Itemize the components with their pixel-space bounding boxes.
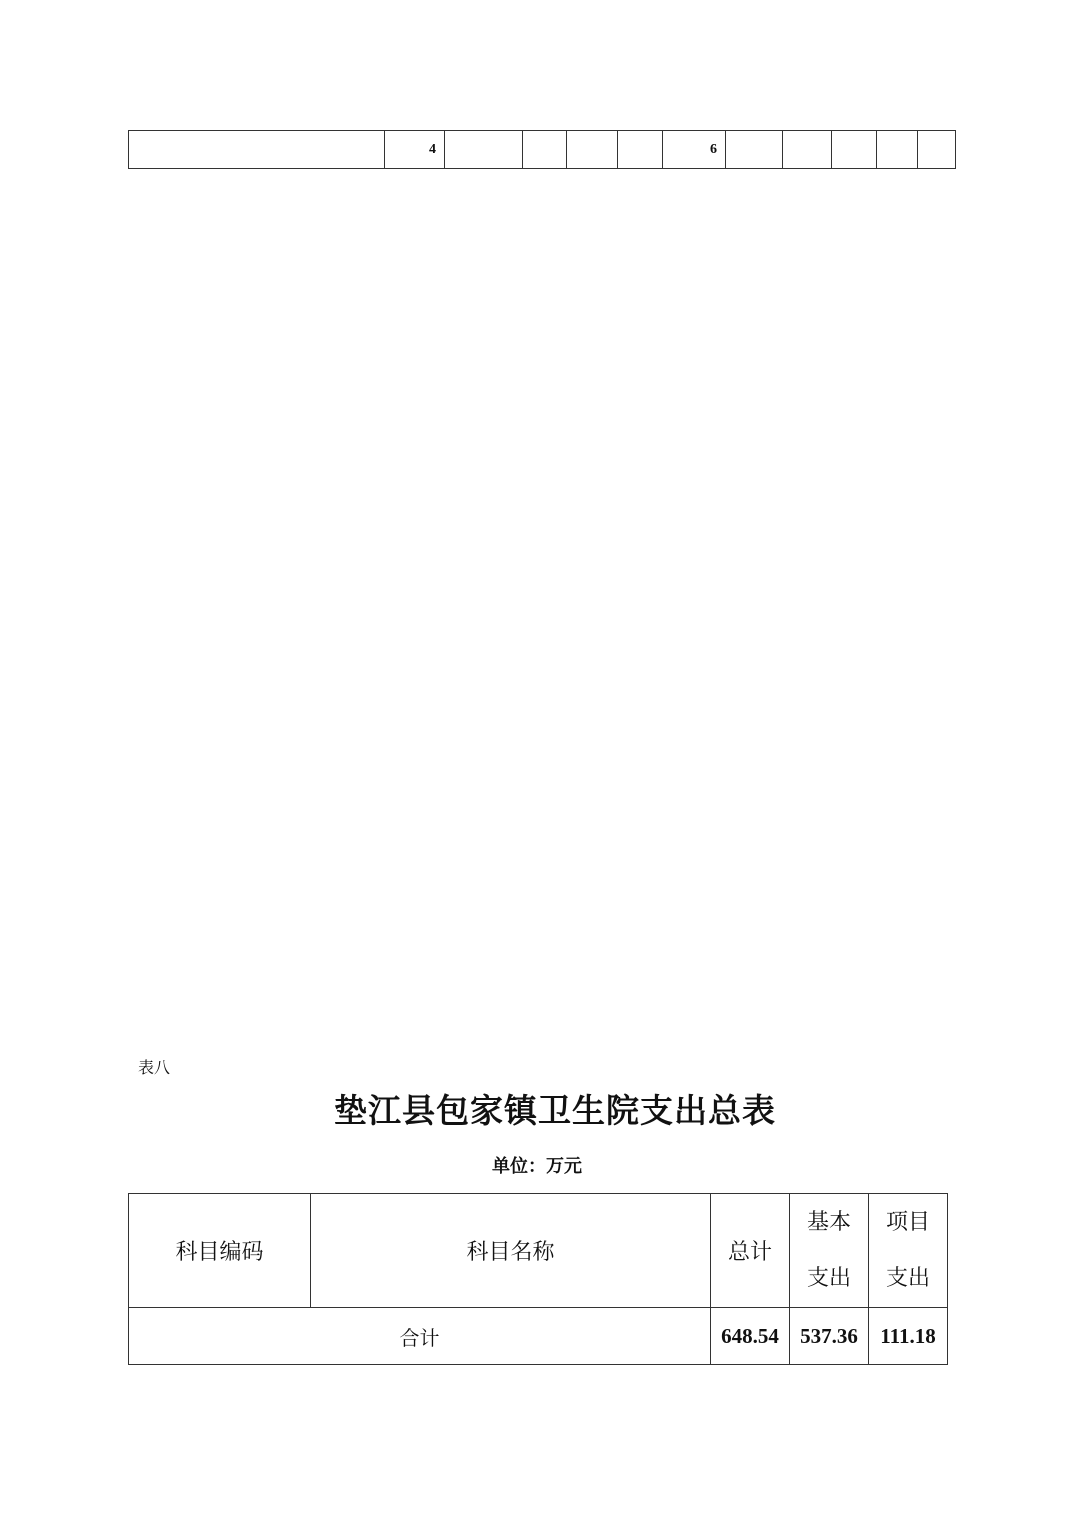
- header-project-line1: 项目: [885, 1209, 930, 1235]
- summary-table: [128, 1193, 948, 1365]
- column-number-6: 6: [663, 131, 726, 169]
- total-amount: 648.54: [711, 1308, 790, 1365]
- header-cell: [832, 131, 877, 169]
- header-basic-line2: 支出: [806, 1265, 851, 1291]
- header-cell: [877, 131, 918, 169]
- expenditure-detail-table: [128, 130, 956, 169]
- header-total: 总计: [711, 1194, 790, 1308]
- summary-header-row: [129, 1194, 948, 1308]
- header-cell: [783, 131, 832, 169]
- unit-label: 单位：万元: [492, 1156, 582, 1177]
- page-title: 垫江县包家镇卫生院支出总表: [334, 1091, 776, 1130]
- summary-total-row: [129, 1308, 948, 1365]
- header-cell: [129, 131, 385, 169]
- header-project-line2: 支出: [885, 1265, 930, 1291]
- table-header-row: [129, 131, 956, 169]
- header-cell: [726, 131, 783, 169]
- header-basic-line1: 基本: [806, 1209, 851, 1235]
- header-cell: [618, 131, 663, 169]
- table-caption: 表八: [138, 1058, 171, 1077]
- column-number-4: 4: [385, 131, 445, 169]
- header-cell: [445, 131, 523, 169]
- header-basic: [790, 1194, 869, 1308]
- header-project: [869, 1194, 948, 1308]
- header-code: 科目编码: [129, 1194, 311, 1308]
- total-label: 合计: [129, 1308, 711, 1365]
- header-cell: [918, 131, 956, 169]
- total-project: 111.18: [869, 1308, 948, 1365]
- header-cell: [567, 131, 618, 169]
- header-name: 科目名称: [311, 1194, 711, 1308]
- header-cell: [523, 131, 567, 169]
- total-basic: 537.36: [790, 1308, 869, 1365]
